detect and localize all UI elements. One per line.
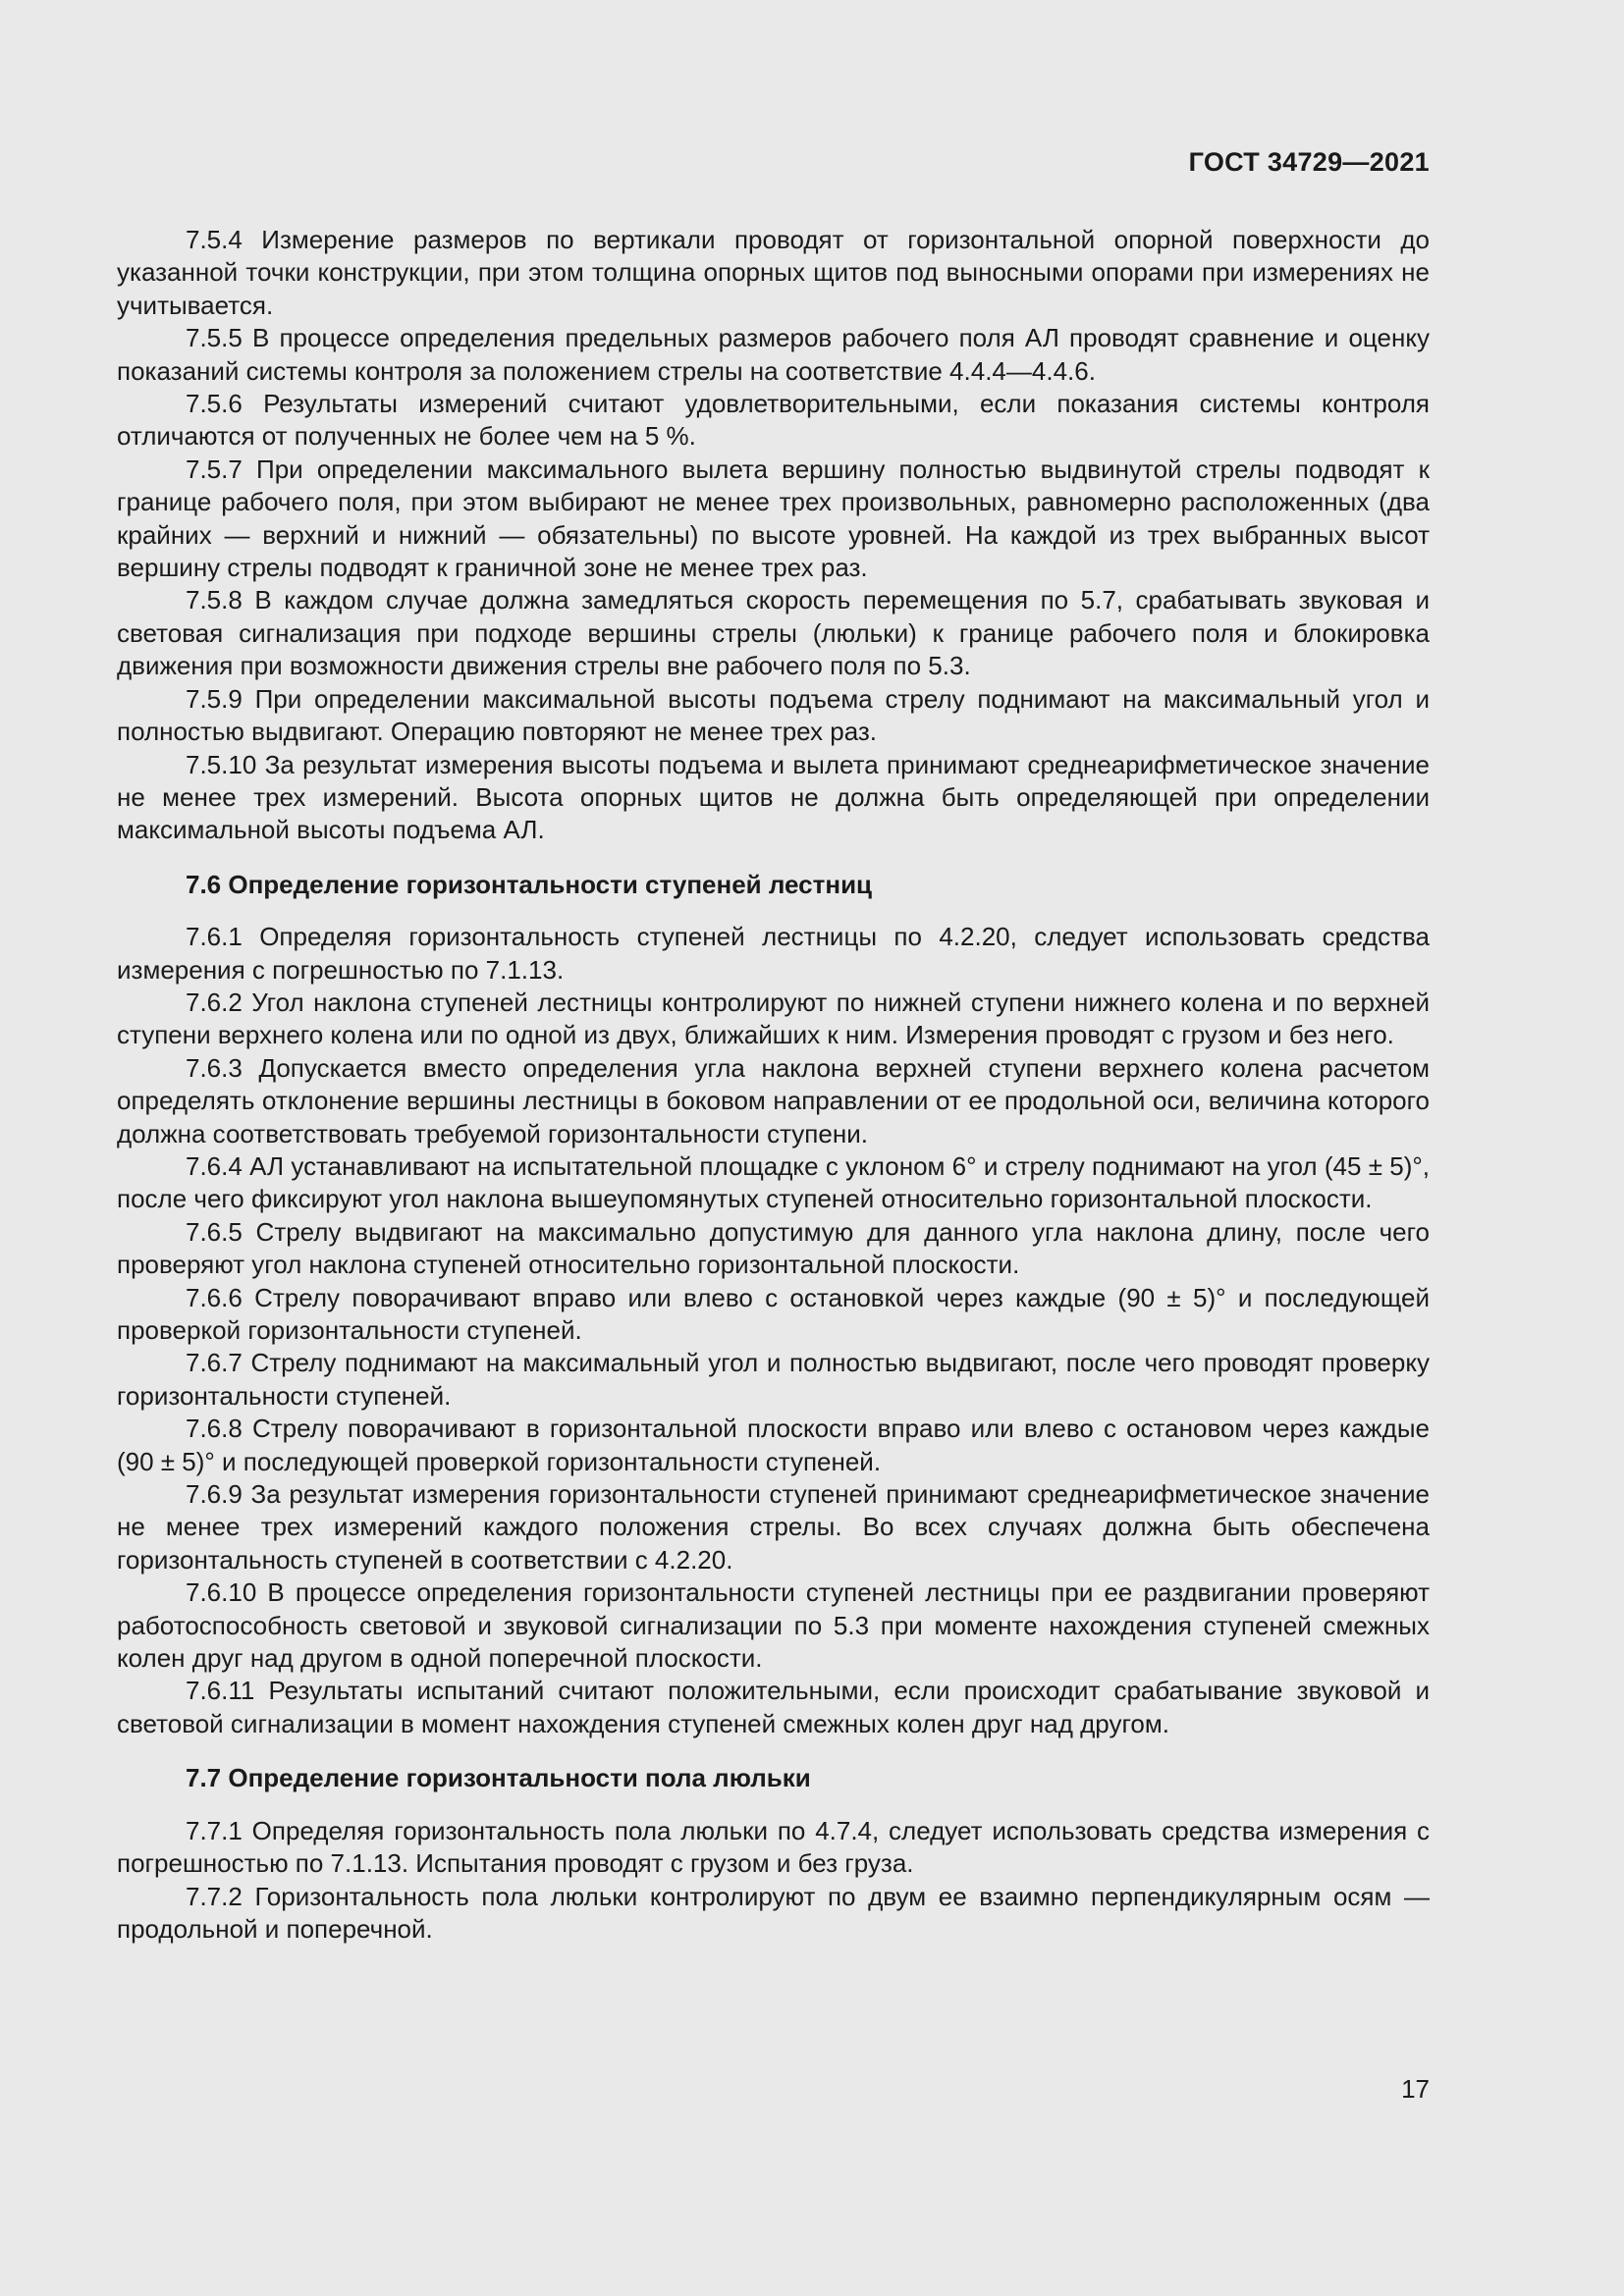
paragraph: 7.5.9 При определении максимальной высоты подъема стрелу поднимают на максимальный угол и полностью выдвигают. Операцию повторяют не менее трех раз. <box>117 683 1430 747</box>
page-number: 17 <box>1401 2074 1430 2104</box>
section-heading: 7.7 Определение горизонтальности пола люльки <box>186 1763 811 1793</box>
paragraph: 7.5.4 Измерение размеров по вертикали проводят от горизонтальной опорной поверхности до указанной точки конструкции, при этом толщина опорных щитов под выносными опорами при измерениях не учитывается. <box>117 225 1430 320</box>
paragraph: 7.6.10 В процессе определения горизонтальности ступеней лестницы при ее раздвигании проверяют работоспособность световой и звуковой сигнализации по 5.3 при моменте нахождения ступеней смежных колен друг над другом в одной поперечной плоскости. <box>117 1577 1430 1674</box>
paragraph: 7.6.11 Результаты испытаний считают положительными, если происходит срабатывание звуковой и световой сигнализации в момент нахождения ступеней смежных колен друг над другом. <box>117 1676 1430 1738</box>
paragraph: 7.5.10 За результат измерения высоты подъема и вылета принимают среднеарифметическое значение не менее трех измерений. Высота опорных щитов не должна быть определяющей при определении максимальной высоты подъема АЛ. <box>117 749 1430 845</box>
paragraph: 7.6.4 АЛ устанавливают на испытательной площадке с уклоном 6° и стрелу поднимают на угол (45 ± 5)°, после чего фиксируют угол наклона вышеупомянутых ступеней относительно горизонтальной плоскости. <box>117 1150 1430 1214</box>
paragraph: 7.6.6 Стрелу поворачивают вправо или влево с остановкой через каждые (90 ± 5)° и последующей проверкой горизонтальности ступеней. <box>117 1282 1430 1345</box>
paragraph: 7.7.1 Определяя горизонтальность пола люльки по 4.7.4, следует использовать средства измерения с погрешностью по 7.1.13. Испытания проводят с грузом и без груза. <box>117 1815 1430 1879</box>
paragraph: 7.5.5 В процессе определения предельных размеров рабочего поля АЛ проводят сравнение и оценку показаний системы контроля за положением стрелы на соответствие 4.4.4—4.4.6. <box>117 323 1430 386</box>
paragraph: 7.5.7 При определении максимального вылета вершину полностью выдвинутой стрелы подводят к границе рабочего поля, при этом выбирают не менее трех произвольных, равномерно расположенных (два крайних — верхний и нижний — обязательны) по высоте уровней. На каждой из трех выбранных высот вершину стрелы подводят к граничной зоне не менее трех раз. <box>117 454 1430 583</box>
paragraph: 7.6.5 Стрелу выдвигают на максимально допустимую для данного угла наклона длину, после чего проверяют угол наклона ступеней относительно горизонтальной плоскости. <box>117 1216 1430 1280</box>
paragraph: 7.6.3 Допускается вместо определения угла наклона верхней ступени верхнего колена расчетом определять отклонение вершины лестницы в боковом направлении от ее продольной оси, величина которого должна соответствовать требуемой горизонтальности ступени. <box>117 1052 1430 1148</box>
paragraph: 7.6.7 Стрелу поднимают на максимальный угол и полностью выдвигают, после чего проводят проверку горизонтальности ступеней. <box>117 1348 1430 1411</box>
paragraph: 7.5.8 В каждом случае должна замедляться скорость перемещения по 5.7, срабатывать звуковая и световая сигнализация при подходе вершины стрелы (люльки) к границе рабочего поля и блокировка движения при возможности движения стрелы вне рабочего поля по 5.3. <box>117 585 1430 681</box>
paragraph: 7.6.2 Угол наклона ступеней лестницы контролируют по нижней ступени нижнего колена и по верхней ступени верхнего колена или по одной из двух, ближайших к ним. Измерения проводят с грузом и без него. <box>117 987 1430 1050</box>
paragraph: 7.6.1 Определяя горизонтальность ступеней лестницы по 4.2.20, следует использовать средства измерения с погрешностью по 7.1.13. <box>117 922 1430 985</box>
document-header: ГОСТ 34729—2021 <box>1188 147 1430 177</box>
section-heading: 7.6 Определение горизонтальности ступеней лестниц <box>186 869 873 899</box>
paragraph: 7.6.8 Стрелу поворачивают в горизонтальной плоскости вправо или влево с остановом через каждые (90 ± 5)° и последующей проверкой горизонтальности ступеней. <box>117 1414 1430 1476</box>
paragraph: 7.5.6 Результаты измерений считают удовлетворительными, если показания системы контроля отличаются от полученных не более чем на 5 %. <box>117 389 1430 452</box>
document-body <box>117 224 1430 1946</box>
paragraph: 7.6.9 За результат измерения горизонтальности ступеней принимают среднеарифметическое значение не менее трех измерений каждого положения стрелы. Во всех случаях должна быть обеспечена горизонтальность ступеней в соответствии с 4.2.20. <box>117 1479 1430 1575</box>
paragraph: 7.7.2 Горизонтальность пола люльки контролируют по двум ее взаимно перпендикулярным осям — продольной и поперечной. <box>117 1881 1430 1944</box>
